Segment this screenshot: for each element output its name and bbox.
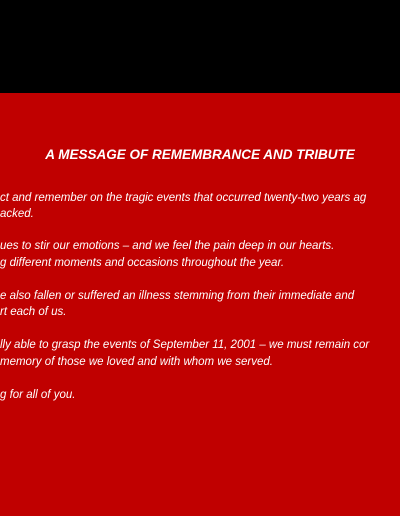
paragraph-4-line-1: lly able to grasp the events of September 11, 2001 – we must remain cor xyxy=(0,339,370,351)
slide-title: A MESSAGE OF REMEMBRANCE AND TRIBUTE xyxy=(45,147,355,162)
paragraph-1-line-2: acked. xyxy=(0,208,34,220)
remembrance-slide xyxy=(0,93,400,516)
paragraph-2-line-2: g different moments and occasions throughout the year. xyxy=(0,257,285,269)
paragraph-3-line-2: rt each of us. xyxy=(0,306,67,318)
top-black-band xyxy=(0,0,400,93)
paragraph-5-line-1: g for all of you. xyxy=(0,389,76,401)
paragraph-4-line-2: memory of those we loved and with whom we served. xyxy=(0,356,273,368)
paragraph-3-line-1: e also fallen or suffered an illness stemming from their immediate and xyxy=(0,290,355,302)
paragraph-2-line-1: ues to stir our emotions – and we feel the pain deep in our hearts. xyxy=(0,240,335,252)
paragraph-1-line-1: ct and remember on the tragic events that occurred twenty-two years ag xyxy=(0,192,367,204)
